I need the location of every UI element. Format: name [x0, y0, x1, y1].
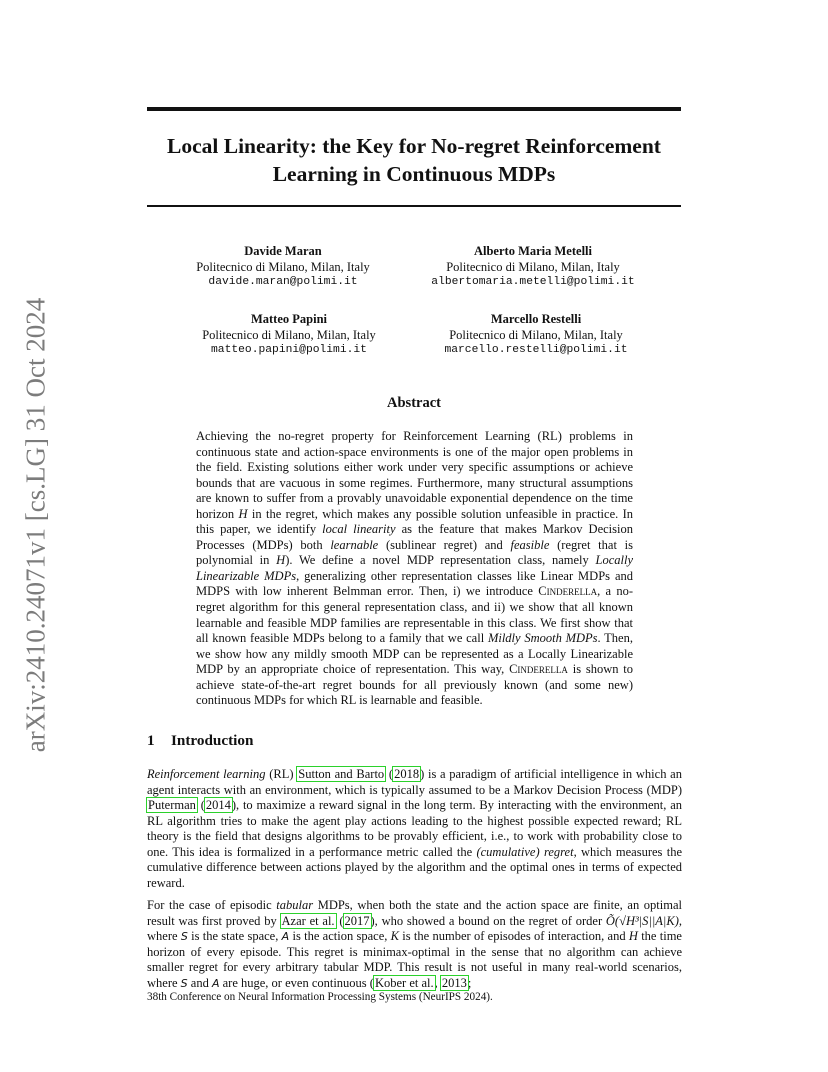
emphasis-rl: Reinforcement learning — [147, 767, 266, 781]
abstract-text: in the regret, which makes any possible solution unfeasible in practice. In this paper, we identify — [196, 506, 634, 537]
citation-link[interactable]: Kober et al. — [374, 975, 434, 990]
author-name: Marcello Restelli — [490, 312, 582, 326]
math-K: K — [390, 929, 400, 943]
abstract-text: , generalizing other representation classes like Linear MDPs and MDPS with low inherent Belmman error. Then, i) we introduce — [196, 568, 633, 599]
emphasis-feasible: feasible — [510, 537, 550, 552]
citation-link[interactable]: Sutton and Barto — [298, 767, 385, 781]
body-text: the time horizon of every episode. This regret is minimax-optimal in the sense that no algorithm can achieve smaller regret for every arbitrary tabular MDP. This result is not useful in many real-world scenarios, where — [147, 929, 682, 990]
author-name: Alberto Maria Metelli — [473, 244, 592, 258]
citation-link[interactable]: Azar et al. — [281, 913, 335, 928]
abstract-text: . Then, we show how any mildly smooth MDP can be represented as a Locally Linearizable MDP by an appropriate choice of representation. This way, — [196, 631, 633, 677]
intro-paragraph-1: Reinforcement learning (RL) Sutton and Barto (2018) is a paradigm of artificial intelligence in which an agent interacts with an environment, which is typically assumed to be a Markov Decision Process (MDP) Puterman (2014), to maximize a reward signal in the long term. By interacting with the environment, an RL algorithm tries to make the agent play actions leading to the highest possible expected reward; RL theory is the field that designs algorithms to be provably efficient, i.e., to work with probability close to one. This idea is formalized in a performance metric called the (cumulative) regret, which measures the cumulative difference between actions played by the algorithm and the optimal ones in terms of expected reward. — [147, 767, 682, 890]
author-affiliation: Politecnico di Milano, Milan, Italy — [196, 259, 370, 274]
author-block-2 — [408, 244, 658, 291]
body-text: , to maximize a reward signal in the long term. By interacting with the environment, an RL algorithm tries to make the agent play actions leading to the highest possible expected reward; RL theory is the field that designs algorithms to be provably efficient, i.e., to work with probability close to one. This idea is formalized in a performance metric called the — [147, 798, 682, 859]
abstract-text: , a no-regret algorithm for this general representation class, and ii) we show that all known learnable and feasible MDP families are representable in this class. We first show that all known feasible MDPs belong to a family that we call — [196, 584, 634, 646]
math-S: S — [180, 976, 188, 990]
body-text: , who showed a bound on the regret of order — [374, 913, 606, 928]
section-title: Introduction — [171, 732, 254, 749]
title-line-1: Local Linearity: the Key for No-regret Reinforcement — [167, 134, 661, 158]
math-S: S — [180, 930, 188, 943]
emphasis-learnable: learnable — [330, 537, 379, 552]
math-A: A — [281, 930, 290, 943]
body-text: are huge, or even continuous ( — [219, 975, 374, 990]
author-name: Matteo Papini — [250, 312, 328, 326]
algorithm-name: Cinderella — [509, 662, 568, 677]
body-text: For the case of episodic — [147, 898, 277, 912]
body-text: (RL) — [265, 767, 298, 781]
section-heading-introduction — [147, 732, 253, 750]
body-text: , which measures the cumulative difference between actions played by the algorithm and the optimal ones in terms of expected reward. — [147, 844, 682, 890]
abstract-text: ). We define a novel MDP representation class, namely — [285, 553, 596, 568]
author-affiliation: Politecnico di Milano, Milan, Italy — [202, 327, 376, 342]
author-name: Davide Maran — [244, 244, 322, 258]
citation-year-link[interactable]: 2018 — [394, 767, 420, 781]
citation-year-link[interactable]: 2014 — [205, 798, 231, 812]
emphasis-tabular: tabular — [276, 898, 314, 912]
emphasis-regret: (cumulative) regret — [476, 844, 574, 859]
body-text: ; — [467, 975, 472, 990]
paper-title — [130, 132, 698, 188]
intro-paragraph-2: For the case of episodic tabular MDPs, when both the state and the action space are finite, an optimal result was first proved by Azar et al. (2017), who showed a bound on the regret of order Õ(√H³|S||A|K), where S is the state space, A is the action space, K is the number of episodes of interaction, and H the time horizon of every episode. This regret is minimax-optimal in the sense that no algorithm can achieve smaller regret for every arbitrary tabular MDP. This result is not useful in many real-world scenarios, where S and A are huge, or even continuous (Kober et al., 2013; — [147, 898, 682, 990]
citation-year-link[interactable]: 2017 — [344, 913, 370, 928]
citation-year-link[interactable]: 2013 — [441, 975, 467, 990]
title-line-2: Learning in Continuous MDPs — [272, 162, 556, 186]
section-number: 1 — [147, 732, 155, 749]
emphasis-mildly-smooth: Mildly Smooth MDPs — [487, 631, 598, 646]
abstract-text: (sublinear regret) and — [378, 537, 511, 552]
body-text: is the action space, — [289, 929, 391, 943]
author-email[interactable]: davide.maran@polimi.it — [208, 276, 358, 288]
emphasis-local-linearity: local linearity — [322, 522, 396, 537]
title-rule-top — [147, 107, 681, 111]
conference-footnote: 38th Conference on Neural Information Processing Systems (NeurIPS 2024). — [147, 991, 493, 1003]
author-block-1 — [158, 244, 408, 291]
author-block-3 — [164, 312, 414, 359]
body-text: is a paradigm of artificial intelligence in which an agent interacts with an environment, which is typically assumed to be a Markov Decision Process (MDP) — [147, 767, 682, 797]
author-email[interactable]: matteo.papini@polimi.it — [211, 344, 367, 356]
abstract-text: Achieving the no-regret property for Reinforcement Learning (RL) problems in continuous state and action-space environments is one of the major open problems in the field. Existing solutions either work under very specific assumptions or achieve bounds that are vacuous in some regimes. Furthermore, many structural assumptions are known to suffer from a provably unavoidable exponential dependence on the time horizon — [196, 429, 633, 521]
abstract-text: as the feature that makes Markov Decision Processes (MDPs) both — [196, 522, 633, 552]
body-text: , where — [147, 913, 682, 943]
citation-link[interactable]: Puterman — [148, 798, 196, 812]
abstract-text: (regret that is polynomial in — [196, 537, 633, 568]
author-affiliation: Politecnico di Milano, Milan, Italy — [449, 327, 623, 342]
author-email[interactable]: marcello.restelli@polimi.it — [444, 344, 628, 356]
author-block-4 — [411, 312, 661, 359]
author-email[interactable]: albertomaria.metelli@polimi.it — [431, 276, 635, 288]
arxiv-identifier: arXiv:2410.24071v1 [cs.LG] 31 Oct 2024 — [20, 297, 51, 753]
author-affiliation: Politecnico di Milano, Milan, Italy — [446, 259, 620, 274]
abstract-heading: Abstract — [387, 395, 441, 411]
math-A: A — [211, 976, 220, 990]
algorithm-name: Cinderella — [538, 584, 598, 599]
math-H: H — [628, 929, 638, 943]
math-H: H — [276, 553, 286, 568]
math-regret-bound: Õ(√H³|S||A|K) — [605, 913, 679, 928]
body-text: is the number of episodes of interaction, and — [399, 929, 629, 943]
body-text: and — [187, 975, 212, 990]
title-rule-bottom — [147, 205, 681, 207]
math-H: H — [238, 506, 248, 521]
abstract-text: is shown to achieve state-of-the-art regret bounds for all previously known (and some new) continuous MDPs for which RL is learnable and feasible. — [196, 662, 634, 708]
body-text: is the state space, — [187, 929, 282, 943]
abstract-body — [196, 429, 633, 709]
emphasis-locally-linearizable: Locally Linearizable MDPs — [196, 553, 633, 583]
body-text: MDPs, when both the state and the action space are finite, an optimal result was first proved by — [147, 898, 682, 928]
